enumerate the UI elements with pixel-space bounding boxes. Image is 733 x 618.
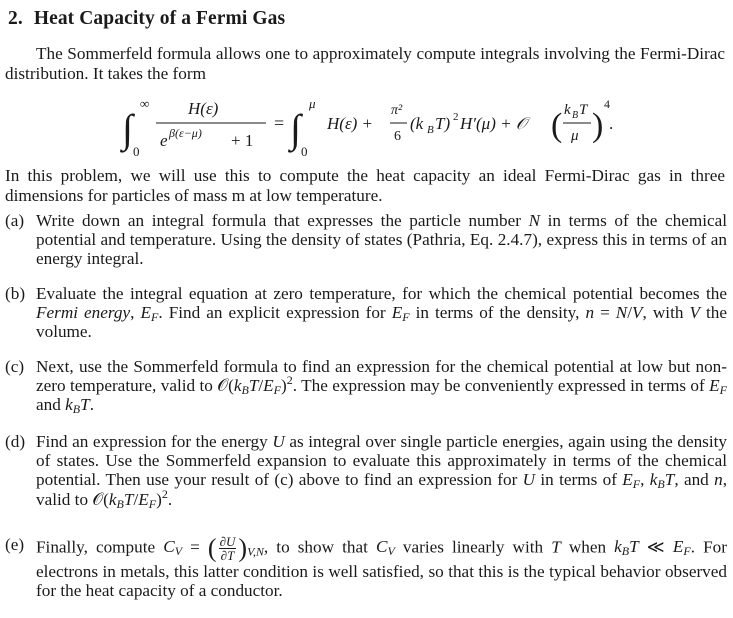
part-b-label: (b) — [5, 284, 26, 303]
frac-numerator: H(ε) — [188, 99, 219, 118]
part-a-text: Write down an integral formula that expresses the particle number N in terms of the chemical potential and temperature. Using the density of states (Pathria, Eq. 2.4.7), express this in terms of an energy integral. — [36, 211, 727, 269]
exp-power: β(ε−μ) — [169, 126, 202, 140]
sommerfeld-formula — [120, 92, 620, 158]
part-a — [5, 211, 727, 269]
integral-upper-inf: ∞ — [140, 96, 150, 111]
left-paren: ( — [551, 107, 563, 144]
part-b — [5, 284, 727, 342]
integral-lower-0: 0 — [133, 144, 140, 158]
part-d-label: (d) — [5, 432, 26, 451]
kbt-sub-B: B — [427, 124, 434, 136]
part-a-label: (a) — [5, 211, 25, 230]
power-four: 4 — [604, 97, 610, 111]
plus-one: + 1 — [231, 131, 254, 150]
integral-sign-2: ∫ — [290, 106, 301, 151]
mu-denominator: μ — [571, 128, 579, 144]
period: . — [609, 114, 614, 133]
part-c-label: (c) — [5, 357, 25, 376]
part-d-text: Find an expression for the energy U as integral over single particle energies, again using the density of states. Use the Sommerfeld expansion to evaluate this approximately in terms of the chemical potential. Then use your result of (c) above to find an expression for U in terms of $E_F$, $k_BT$, and n, valid to $𝒪(k_BT/E_F)^2$. — [36, 432, 728, 511]
intro-paragraph: The Sommerfeld formula allows one to approximately compute integrals involving the Fermi-Dirac distribution. It takes the form — [5, 44, 725, 83]
kbt-num-T: T — [579, 102, 588, 118]
problem-number: 2. — [8, 8, 23, 29]
pi-squared: π² — [391, 103, 403, 118]
hprime-big-o: H′(μ) + 𝒪 — [460, 114, 527, 133]
integral-sign: ∫ — [122, 106, 133, 151]
problem-heading — [8, 8, 285, 30]
part-e — [5, 535, 727, 600]
equals-sign: = — [274, 113, 285, 133]
squared: 2 — [453, 111, 459, 123]
right-paren: ) — [592, 107, 604, 144]
part-c — [5, 357, 727, 415]
rhs-H: H(ε) + — [327, 114, 374, 133]
part-d — [5, 432, 727, 509]
integral-upper-mu: μ — [309, 96, 316, 111]
kbt-T: T) — [435, 114, 451, 133]
kbt-num-k: k — [564, 102, 571, 118]
kbt-num-B: B — [572, 110, 579, 121]
part-c-text: Next, use the Sommerfeld formula to find an expression for the chemical potential at low but non-zero temperature, valid to $𝒪(k_BT/E_F)^2$. The expression may be conveniently expressed in terms of $E_F$ and $k_BT$. — [36, 357, 727, 417]
problem-title: Heat Capacity of a Fermi Gas — [33, 8, 286, 29]
integral-lower-0b: 0 — [301, 144, 308, 158]
part-e-text: Finally, compute $C_V$ = ( $\frac{\partial U}{\partial T}$ )$_{V,N}$, to show that $C_V$ varies linearly with T when $k_BT$ ≪ $E_F$. For electrons in metals, this latter condition is well satisfied, so that this is the typical behavior observed for the heat capacity of a conductor. — [36, 533, 727, 601]
kbt-open: (k — [410, 114, 424, 133]
exp-e: e — [160, 131, 168, 150]
statement-text: In this problem, we will use this to compute the heat capacity an ideal Fermi-Dirac gas in three dimensions for particles of mass m at low temperature. — [5, 166, 725, 205]
part-e-label: (e) — [5, 535, 25, 554]
statement-paragraph — [5, 166, 725, 205]
part-b-text: Evaluate the integral equation at zero temperature, for which the chemical potential becomes the Fermi energy, $E_F$. Find an explicit expression for $E_F$ in terms of the density, n = N/V, with V the volume. — [36, 284, 727, 342]
six: 6 — [394, 129, 401, 144]
